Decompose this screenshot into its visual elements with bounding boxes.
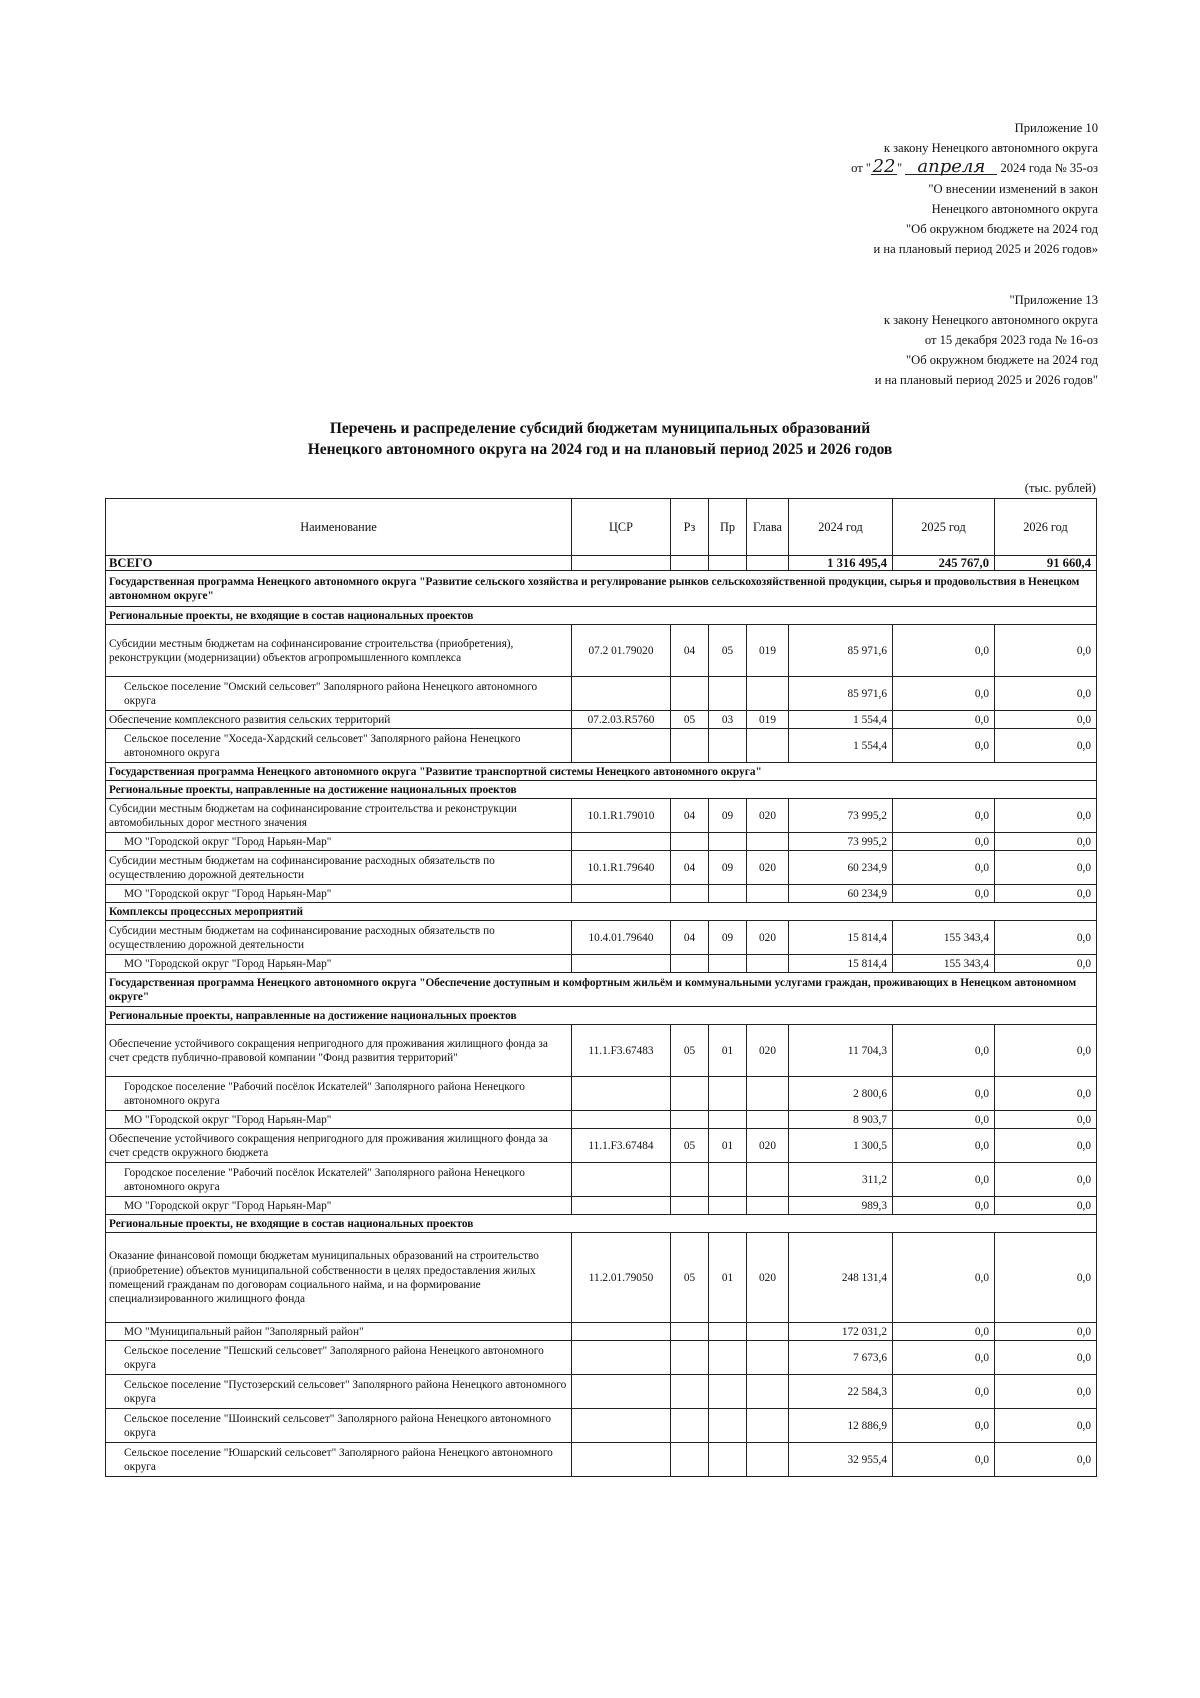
original-law-ref: к закону Ненецкого автономного округа (883, 313, 1098, 327)
row-2026: 0,0 (995, 921, 1097, 955)
subsidy-row (106, 625, 1097, 677)
section-row (106, 781, 1097, 799)
row-glava (747, 1197, 789, 1215)
col-header-2024: 2024 год (789, 499, 893, 556)
row-2026: 0,0 (995, 1409, 1097, 1443)
total-label: ВСЕГО (106, 556, 572, 571)
original-appendix-header (875, 290, 1098, 390)
subsidy-table (105, 498, 1097, 1477)
row-2025: 0,0 (893, 1197, 995, 1215)
appendix-date-line: от "22 " апреля 2024 года № 35-оз (851, 156, 1098, 177)
row-csr: 11.1.F3.67484 (572, 1129, 671, 1163)
document-title (0, 418, 1200, 460)
row-2025: 0,0 (893, 1111, 995, 1129)
row-csr: 10.4.01.79640 (572, 921, 671, 955)
row-pr: 01 (709, 1233, 747, 1323)
row-glava (747, 1163, 789, 1197)
row-name: Городское поселение "Рабочий посёлок Искателей" Заполярного района Ненецкого автономного округа (106, 1163, 572, 1197)
row-pr (709, 1375, 747, 1409)
original-law-title-2: и на плановый период 2025 и 2026 годов" (874, 373, 1098, 387)
row-csr (572, 885, 671, 903)
row-csr: 07.2 01.79020 (572, 625, 671, 677)
row-glava (747, 677, 789, 711)
row-rz: 05 (671, 711, 709, 729)
row-glava (747, 1323, 789, 1341)
total-2026: 91 660,4 (995, 556, 1097, 571)
row-2024: 15 814,4 (789, 955, 893, 973)
row-2025: 0,0 (893, 1077, 995, 1111)
section-row (106, 903, 1097, 921)
row-2026: 0,0 (995, 1077, 1097, 1111)
row-2026: 0,0 (995, 1233, 1097, 1323)
row-2025: 0,0 (893, 799, 995, 833)
row-name: Обеспечение устойчивого сокращения непригодного для проживания жилищного фонда за счет средств публично-правовой компании "Фонд развития территорий" (106, 1025, 572, 1077)
section-row (106, 973, 1097, 1007)
section-title: Комплексы процессных мероприятий (106, 903, 1097, 921)
row-glava: 020 (747, 851, 789, 885)
row-2025: 0,0 (893, 851, 995, 885)
row-2024: 73 995,2 (789, 833, 893, 851)
row-glava: 020 (747, 1129, 789, 1163)
row-glava (747, 833, 789, 851)
row-csr: 10.1.R1.79010 (572, 799, 671, 833)
row-csr (572, 1409, 671, 1443)
row-name: Оказание финансовой помощи бюджетам муниципальных образований на строительство (приобретение) объектов муниципальной собственности в целях предоставления жилых помещений гражданам по договорам социального найма, и на формирование специализированного жилищного фонда (106, 1233, 572, 1323)
municipality-row (106, 1163, 1097, 1197)
row-glava (747, 729, 789, 763)
row-pr: 01 (709, 1025, 747, 1077)
row-glava: 020 (747, 921, 789, 955)
table-header-row (106, 499, 1097, 556)
row-csr (572, 1077, 671, 1111)
row-rz (671, 677, 709, 711)
row-2025: 0,0 (893, 833, 995, 851)
row-rz (671, 1375, 709, 1409)
row-2025: 0,0 (893, 1025, 995, 1077)
row-2026: 0,0 (995, 729, 1097, 763)
col-header-2026: 2026 год (995, 499, 1097, 556)
row-rz (671, 1163, 709, 1197)
subsidy-row (106, 1025, 1097, 1077)
row-rz: 05 (671, 1233, 709, 1323)
subsidy-row (106, 1233, 1097, 1323)
row-2025: 0,0 (893, 1233, 995, 1323)
row-pr (709, 1323, 747, 1341)
row-glava: 019 (747, 625, 789, 677)
municipality-row (106, 729, 1097, 763)
row-2024: 12 886,9 (789, 1409, 893, 1443)
row-2026: 0,0 (995, 625, 1097, 677)
row-csr: 10.1.R1.79640 (572, 851, 671, 885)
row-2025: 0,0 (893, 1409, 995, 1443)
row-rz (671, 1077, 709, 1111)
row-2026: 0,0 (995, 1443, 1097, 1477)
section-row (106, 763, 1097, 781)
row-pr (709, 1409, 747, 1443)
municipality-row (106, 885, 1097, 903)
row-name: МО "Городской округ "Город Нарьян-Мар" (106, 885, 572, 903)
col-header-rz: Рз (671, 499, 709, 556)
row-2024: 2 800,6 (789, 1077, 893, 1111)
municipality-row (106, 677, 1097, 711)
row-csr (572, 677, 671, 711)
row-2025: 0,0 (893, 885, 995, 903)
row-2026: 0,0 (995, 1323, 1097, 1341)
row-2026: 0,0 (995, 711, 1097, 729)
row-2024: 172 031,2 (789, 1323, 893, 1341)
row-2024: 60 234,9 (789, 851, 893, 885)
row-pr (709, 885, 747, 903)
subsidy-row (106, 711, 1097, 729)
row-glava (747, 1111, 789, 1129)
row-2024: 248 131,4 (789, 1233, 893, 1323)
row-2025: 0,0 (893, 711, 995, 729)
row-rz (671, 955, 709, 973)
row-2025: 0,0 (893, 1341, 995, 1375)
row-name: МО "Городской округ "Город Нарьян-Мар" (106, 955, 572, 973)
row-2026: 0,0 (995, 799, 1097, 833)
row-name: МО "Муниципальный район "Заполярный район" (106, 1323, 572, 1341)
row-rz: 04 (671, 921, 709, 955)
subsidy-row (106, 921, 1097, 955)
row-name: МО "Городской округ "Город Нарьян-Мар" (106, 1111, 572, 1129)
original-appendix-number: "Приложение 13 (1009, 293, 1098, 307)
row-csr: 11.1.F3.67483 (572, 1025, 671, 1077)
appendix-header (851, 118, 1098, 259)
municipality-row (106, 1341, 1097, 1375)
row-pr (709, 1163, 747, 1197)
row-pr: 09 (709, 799, 747, 833)
row-rz: 04 (671, 851, 709, 885)
row-csr (572, 729, 671, 763)
row-csr (572, 1197, 671, 1215)
row-rz (671, 833, 709, 851)
municipality-row (106, 1197, 1097, 1215)
row-2026: 0,0 (995, 1163, 1097, 1197)
row-2026: 0,0 (995, 1375, 1097, 1409)
row-pr (709, 1341, 747, 1375)
row-pr (709, 1077, 747, 1111)
row-2024: 11 704,3 (789, 1025, 893, 1077)
row-2025: 0,0 (893, 729, 995, 763)
section-title: Региональные проекты, не входящие в состав национальных проектов (106, 1215, 1097, 1233)
row-name: МО "Городской округ "Город Нарьян-Мар" (106, 1197, 572, 1215)
row-csr (572, 1375, 671, 1409)
row-glava (747, 1341, 789, 1375)
handwritten-day: 22 (872, 156, 896, 177)
row-name: Субсидии местным бюджетам на софинансирование строительства и реконструкции автомобильных дорог местного значения (106, 799, 572, 833)
row-name: Обеспечение комплексного развития сельских территорий (106, 711, 572, 729)
col-header-name: Наименование (106, 499, 572, 556)
row-rz: 04 (671, 799, 709, 833)
section-row (106, 1215, 1097, 1233)
municipality-row (106, 1111, 1097, 1129)
row-name: Городское поселение "Рабочий посёлок Искателей" Заполярного района Ненецкого автономного округа (106, 1077, 572, 1111)
row-rz (671, 885, 709, 903)
row-2024: 989,3 (789, 1197, 893, 1215)
appendix-number: Приложение 10 (1014, 121, 1098, 135)
appendix-law-title-1: "О внесении изменений в закон (928, 182, 1098, 196)
row-2024: 15 814,4 (789, 921, 893, 955)
row-2025: 0,0 (893, 1443, 995, 1477)
row-glava: 020 (747, 799, 789, 833)
row-2025: 0,0 (893, 1163, 995, 1197)
handwritten-month: апреля (905, 160, 997, 175)
row-glava (747, 885, 789, 903)
row-rz (671, 729, 709, 763)
row-csr (572, 1341, 671, 1375)
row-pr: 09 (709, 851, 747, 885)
row-rz: 05 (671, 1129, 709, 1163)
row-name: МО "Городской округ "Город Нарьян-Мар" (106, 833, 572, 851)
total-2025: 245 767,0 (893, 556, 995, 571)
appendix-law-title-3: "Об окружном бюджете на 2024 год (905, 222, 1098, 236)
row-glava (747, 1077, 789, 1111)
row-csr: 11.2.01.79050 (572, 1233, 671, 1323)
row-name: Сельское поселение "Пустозерский сельсовет" Заполярного района Ненецкого автономного округа (106, 1375, 572, 1409)
row-2024: 85 971,6 (789, 625, 893, 677)
row-glava (747, 955, 789, 973)
row-glava (747, 1375, 789, 1409)
col-header-2025: 2025 год (893, 499, 995, 556)
units-note: (тыс. рублей) (1024, 481, 1096, 495)
row-glava: 020 (747, 1025, 789, 1077)
row-2024: 8 903,7 (789, 1111, 893, 1129)
row-csr: 07.2.03.R5760 (572, 711, 671, 729)
appendix-law-title-2: Ненецкого автономного округа (931, 202, 1098, 216)
section-title: Региональные проекты, направленные на достижение национальных проектов (106, 781, 1097, 799)
row-pr (709, 1197, 747, 1215)
row-pr: 01 (709, 1129, 747, 1163)
document-title-line-2: Ненецкого автономного округа на 2024 год и на плановый период 2025 и 2026 годов (307, 441, 893, 458)
section-title: Региональные проекты, не входящие в состав национальных проектов (106, 607, 1097, 625)
row-2026: 0,0 (995, 1341, 1097, 1375)
row-2025: 0,0 (893, 625, 995, 677)
total-row (106, 556, 1097, 571)
row-pr (709, 1443, 747, 1477)
municipality-row (106, 955, 1097, 973)
municipality-row (106, 833, 1097, 851)
row-2024: 60 234,9 (789, 885, 893, 903)
row-pr (709, 955, 747, 973)
row-2026: 0,0 (995, 955, 1097, 973)
row-2026: 0,0 (995, 1129, 1097, 1163)
row-csr (572, 833, 671, 851)
row-csr (572, 1443, 671, 1477)
row-pr: 03 (709, 711, 747, 729)
row-2025: 0,0 (893, 1129, 995, 1163)
row-2026: 0,0 (995, 851, 1097, 885)
row-name: Сельское поселение "Хоседа-Хардский сельсовет" Заполярного района Ненецкого автономного округа (106, 729, 572, 763)
row-2024: 22 584,3 (789, 1375, 893, 1409)
row-2024: 7 673,6 (789, 1341, 893, 1375)
col-header-glava: Глава (747, 499, 789, 556)
row-name: Сельское поселение "Шоинский сельсовет" Заполярного района Ненецкого автономного округа (106, 1409, 572, 1443)
row-2024: 1 554,4 (789, 711, 893, 729)
municipality-row (106, 1443, 1097, 1477)
row-name: Субсидии местным бюджетам на софинансирование расходных обязательств по осуществлению дорожной деятельности (106, 921, 572, 955)
row-2024: 73 995,2 (789, 799, 893, 833)
municipality-row (106, 1375, 1097, 1409)
row-2024: 85 971,6 (789, 677, 893, 711)
row-2025: 0,0 (893, 1323, 995, 1341)
section-title: Государственная программа Ненецкого автономного округа "Обеспечение доступным и комфортным жильём и коммунальными услугами граждан, проживающих в Ненецком автономном округе" (106, 973, 1097, 1007)
row-pr: 09 (709, 921, 747, 955)
col-header-pr: Пр (709, 499, 747, 556)
row-pr (709, 677, 747, 711)
row-2025: 155 343,4 (893, 921, 995, 955)
row-pr (709, 729, 747, 763)
row-glava: 019 (747, 711, 789, 729)
row-name: Субсидии местным бюджетам на софинансирование расходных обязательств по осуществлению дорожной деятельности (106, 851, 572, 885)
row-2026: 0,0 (995, 1111, 1097, 1129)
municipality-row (106, 1077, 1097, 1111)
subsidy-row (106, 1129, 1097, 1163)
row-name: Субсидии местным бюджетам на софинансирование строительства (приобретения), реконструкции (модернизации) объектов агропромышленного комплекса (106, 625, 572, 677)
row-2026: 0,0 (995, 833, 1097, 851)
section-title: Региональные проекты, направленные на достижение национальных проектов (106, 1007, 1097, 1025)
row-2024: 1 300,5 (789, 1129, 893, 1163)
row-rz (671, 1443, 709, 1477)
appendix-law-ref: к закону Ненецкого автономного округа (883, 141, 1098, 155)
row-2026: 0,0 (995, 1025, 1097, 1077)
total-2024: 1 316 495,4 (789, 556, 893, 571)
row-rz (671, 1341, 709, 1375)
section-title: Государственная программа Ненецкого автономного округа "Развитие сельского хозяйства и регулирование рынков сельскохозяйственной продукции, сырья и продовольствия в Ненецком автономном округе" (106, 571, 1097, 607)
document-title-line-1: Перечень и распределение субсидий бюджетам муниципальных образований (329, 420, 871, 437)
row-csr (572, 955, 671, 973)
municipality-row (106, 1323, 1097, 1341)
row-rz (671, 1111, 709, 1129)
original-law-date: от 15 декабря 2023 года № 16-оз (924, 333, 1098, 347)
row-2026: 0,0 (995, 885, 1097, 903)
row-2025: 155 343,4 (893, 955, 995, 973)
subsidy-row (106, 851, 1097, 885)
row-csr (572, 1111, 671, 1129)
row-rz: 05 (671, 1025, 709, 1077)
row-rz (671, 1197, 709, 1215)
section-row (106, 607, 1097, 625)
row-2025: 0,0 (893, 677, 995, 711)
col-header-csr: ЦСР (572, 499, 671, 556)
subsidy-row (106, 799, 1097, 833)
original-law-title-1: "Об окружном бюджете на 2024 год (905, 353, 1098, 367)
row-pr (709, 1111, 747, 1129)
row-2024: 32 955,4 (789, 1443, 893, 1477)
row-2024: 1 554,4 (789, 729, 893, 763)
row-2026: 0,0 (995, 1197, 1097, 1215)
row-name: Сельское поселение "Омский сельсовет" Заполярного района Ненецкого автономного округа (106, 677, 572, 711)
row-glava: 020 (747, 1233, 789, 1323)
row-rz (671, 1409, 709, 1443)
row-csr (572, 1163, 671, 1197)
section-title: Государственная программа Ненецкого автономного округа "Развитие транспортной системы Ненецкого автономного округа" (106, 763, 1097, 781)
row-name: Сельское поселение "Юшарский сельсовет" Заполярного района Ненецкого автономного округа (106, 1443, 572, 1477)
section-row (106, 571, 1097, 607)
row-name: Сельское поселение "Пешский сельсовет" Заполярного района Ненецкого автономного округа (106, 1341, 572, 1375)
row-glava (747, 1409, 789, 1443)
row-2024: 311,2 (789, 1163, 893, 1197)
row-rz (671, 1323, 709, 1341)
row-csr (572, 1323, 671, 1341)
row-pr: 05 (709, 625, 747, 677)
row-pr (709, 833, 747, 851)
municipality-row (106, 1409, 1097, 1443)
row-rz: 04 (671, 625, 709, 677)
appendix-law-title-4: и на плановый период 2025 и 2026 годов» (873, 242, 1098, 256)
row-name: Обеспечение устойчивого сокращения непригодного для проживания жилищного фонда за счет средств окружного бюджета (106, 1129, 572, 1163)
row-2025: 0,0 (893, 1375, 995, 1409)
row-2026: 0,0 (995, 677, 1097, 711)
row-glava (747, 1443, 789, 1477)
section-row (106, 1007, 1097, 1025)
